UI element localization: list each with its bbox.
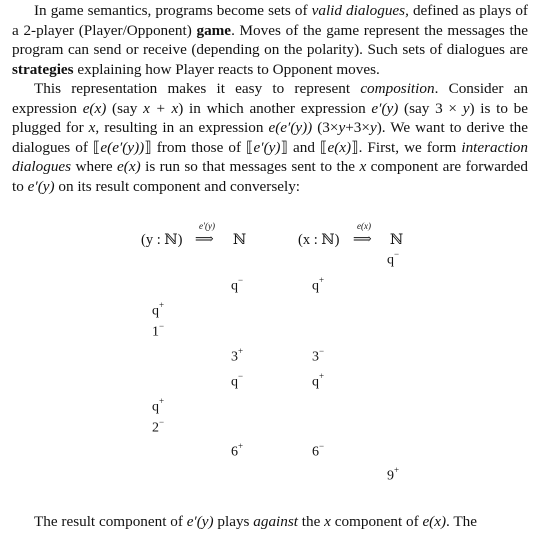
move: q+ <box>152 300 165 319</box>
paragraph-result: The result component of e′(y) plays against the x component of e(x). The <box>34 513 477 530</box>
paragraph-composition: This representation makes it easy to represent composition. Consider an expression e(x) (say x + x) in which another expression e′(y) (say 3 × y) is to be plugged for x, resulting in an expression e(e′(y)) (3×y+3×y). We want to derive the dialogues of ⟦e(e′(y))⟧ from those of ⟦e′(y)⟧ and ⟦e(x)⟧. First, we form interaction dialogues where e(x) is run so that messages sent to the x component are forwarded to e′(y) on its result component and conversely: <box>12 80 529 195</box>
move: q− <box>231 275 244 294</box>
move: q+ <box>152 396 165 415</box>
left-header: (y : ℕ) <box>141 232 183 248</box>
move: q− <box>387 249 400 268</box>
move: 9+ <box>387 465 400 484</box>
move: q+ <box>312 275 325 294</box>
move: 3+ <box>231 346 244 365</box>
right-arrow: ⟹ <box>353 231 372 246</box>
move: 6− <box>312 441 325 460</box>
move: q+ <box>312 371 325 390</box>
right-arrow-label: e(x) <box>357 221 371 231</box>
move: 6+ <box>231 441 244 460</box>
left-result: ℕ <box>233 232 247 248</box>
left-arrow: ⟹ <box>195 231 214 246</box>
right-result: ℕ <box>390 232 404 248</box>
right-header: (x : ℕ) <box>298 232 340 248</box>
left-arrow-label: e′(y) <box>199 221 215 231</box>
move: 3− <box>312 346 325 365</box>
move: 2− <box>152 417 165 436</box>
move: q− <box>231 371 244 390</box>
paragraph-intro: In game semantics, programs become sets of valid dialogues, defined as plays of a 2-player (Player/Opponent) game. Moves of the game represent the messages the program can send or receive (depending on the polarity). Such sets of dialogues are strategies explaining how Player reacts to Opponent moves. <box>12 2 529 78</box>
move: 1− <box>152 321 165 340</box>
